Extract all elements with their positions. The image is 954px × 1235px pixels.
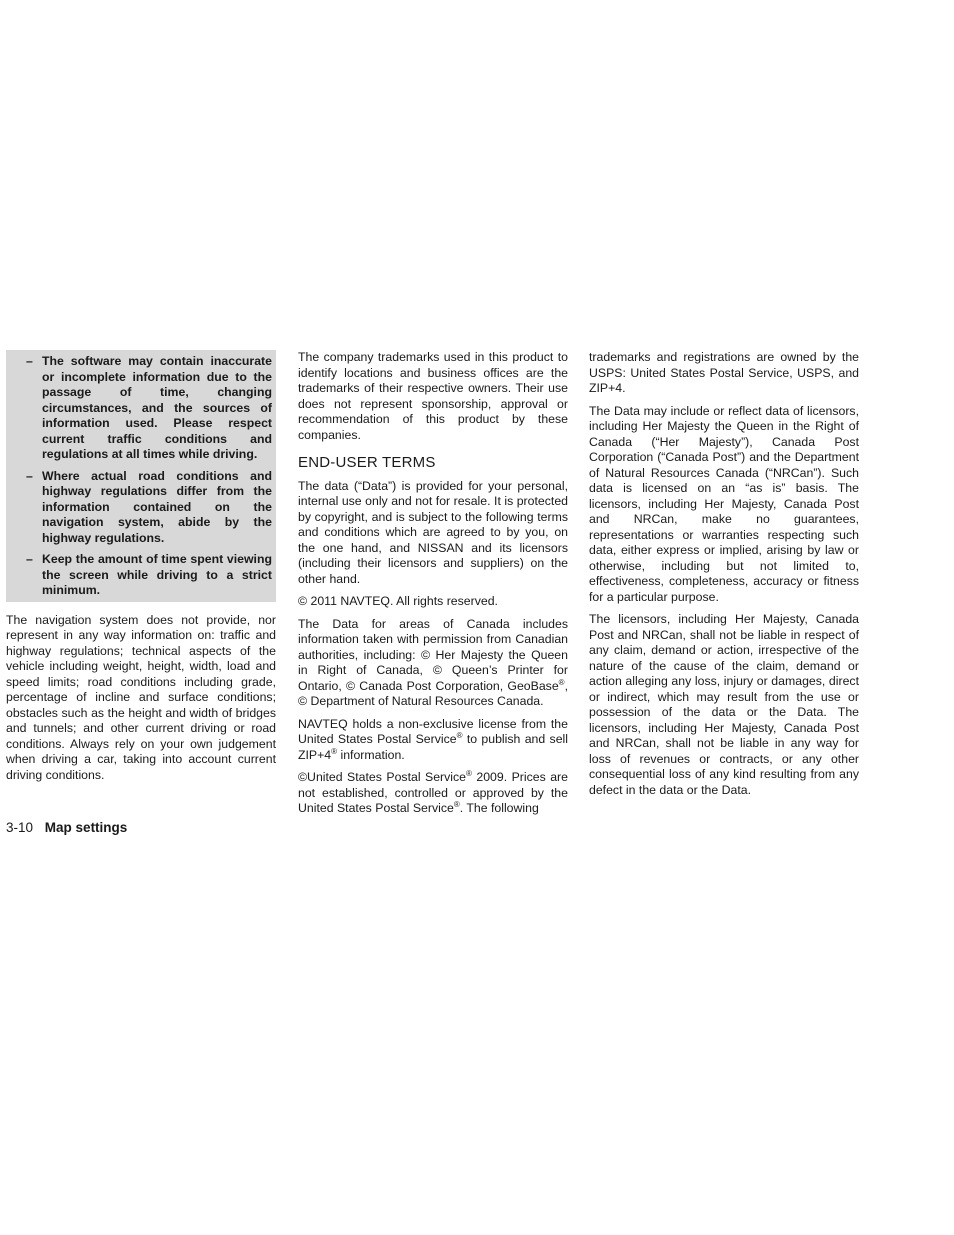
trademarks-paragraph: The company trademarks used in this product to identify locations and business offices are the trademarks of their respective owners. Their use does not represent sponsorship, approval or recommendation of this product by these companies. [298, 350, 568, 442]
warning-item [6, 354, 272, 463]
dash-bullet: – [26, 354, 33, 368]
data-terms-paragraph: The data (“Data”) is provided for your personal, internal use only and not for resale. It is protected by copyright, and is subject to the following terms and conditions which are agreed to by you, on the one hand, and NISSAN and its licensors (including their licensors and suppliers) on the other hand. [298, 478, 568, 586]
warning-text: Keep the amount of time spent viewing the screen while driving to a strict minimum. [42, 552, 272, 597]
usps-paragraph: ©United States Postal Service® 2009. Prices are not established, controlled or approved by the United States Postal Service®. The following [298, 768, 568, 815]
warning-text: The software may contain inaccurate or incomplete information due to the passage of time, changing circumstances, and the sources of information used. Please respect current traffic conditions and regulations at all times while driving. [42, 354, 272, 461]
warning-text: Where actual road conditions and highway regulations differ from the information contained on the navigation system, abide by the highway regulations. [42, 468, 272, 545]
usps-trademarks-paragraph: trademarks and registrations are owned by the USPS: United States Postal Service, USPS, and ZIP+4. [589, 350, 859, 395]
copyright-paragraph: © 2011 NAVTEQ. All rights reserved. [298, 594, 498, 608]
body-paragraph: The navigation system does not provide, nor represent in any way information on: traffic and highway regulations; technical aspects of the vehicle including weight, height, width, load and speed limits; road conditions including grade, percentage of incline and surface conditions; obstacles such as the height and width of bridges and tunnels; and other current driving or road conditions. Always rely on your own judgement when driving a car, taking into account current driving conditions. [6, 612, 276, 782]
liability-paragraph: The licensors, including Her Majesty, Canada Post and NRCan, shall not be liable in respect of any claim, demand or action, irrespective of the nature of the cause of the claim, demand or action alleging any loss, injury or damages, direct or indirect, which may result from the use or possession of the data or the Data. The licensors, including Her Majesty, Canada Post and NRCan, shall not be liable in any way for loss of revenues or contracts, or any other consequential loss of any kind resulting from any defect in the data or the Data. [589, 612, 859, 797]
warning-item [6, 469, 272, 547]
licensors-data-paragraph: The Data may include or reflect data of licensors, including Her Majesty the Queen in the Right of Canada (“Her Majesty”), Canada Post Corporation (“Canada Post”) and the Department of Natural Resources Canada (“NRCan”). Such data is licensed on an “as is” basis. The licensors, including Her Majesty, Canada Post and NRCan, make no guarantees, representations or warranties respecting such data, either express or implied, arising by law or otherwise, including but not limited to, effectiveness, completeness, accuracy or fitness for a particular purpose. [589, 403, 859, 604]
middle-column [298, 350, 568, 824]
license-paragraph: NAVTEQ holds a non-exclusive license from the United States Postal Service® to publish and sell ZIP+4® information. [298, 716, 568, 762]
page-footer [6, 820, 127, 835]
dash-bullet: – [26, 468, 33, 483]
section-heading: END-USER TERMS [298, 454, 436, 471]
page-number: 3-10 [6, 820, 34, 835]
left-column [6, 350, 276, 790]
dash-bullet: – [26, 552, 33, 566]
right-column [589, 350, 859, 805]
section-title: Map settings [44, 820, 128, 835]
canada-data-paragraph: The Data for areas of Canada includes information taken with permission from Canadian authorities, including: © Her Majesty the Queen in Right of Canada, © Queen’s Printer for Ontario, © Canada Post Corporation, GeoBase®, © Department of Natural Resources Canada. [298, 616, 568, 708]
warning-item [6, 552, 272, 599]
warning-box [6, 350, 276, 602]
